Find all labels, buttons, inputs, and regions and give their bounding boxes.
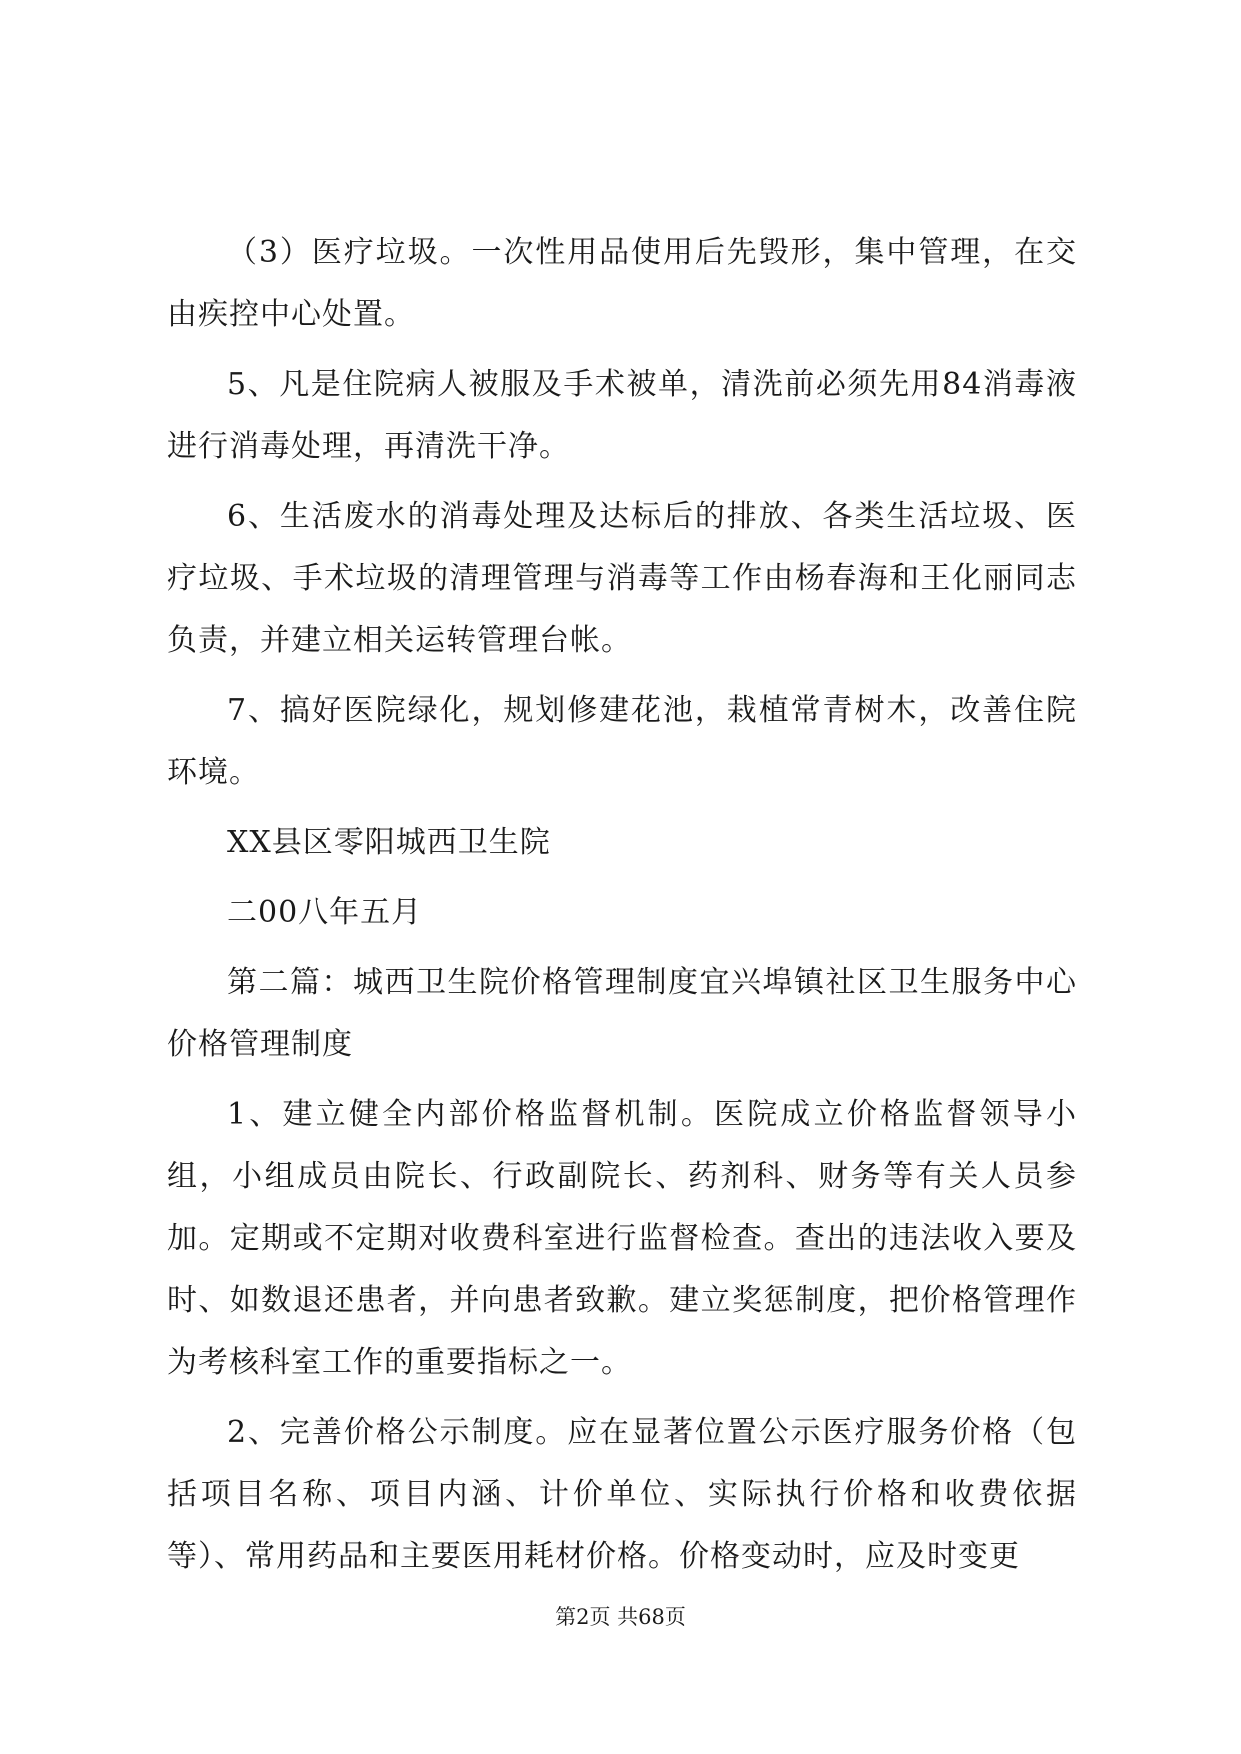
document-body <box>167 222 1077 1596</box>
signature-organization: XX县区零阳城西卫生院 <box>227 825 551 860</box>
section-title: 第二篇：城西卫生院价格管理制度宜兴埠镇社区卫生服务中心价格管理制度 <box>167 965 1077 1062</box>
paragraph-item-7: 7、搞好医院绿化，规划修建花池，栽植常青树木，改善住院环境。 <box>167 693 1077 790</box>
paragraph-medical-waste: （3）医疗垃圾。一次性用品使用后先毁形，集中管理，在交由疾控中心处置。 <box>167 235 1077 332</box>
paragraph-price-item-2: 2、完善价格公示制度。应在显著位置公示医疗服务价格（包括项目名称、项目内涵、计价单位、实际执行价格和收费依据等）、常用药品和主要医用耗材价格。价格变动时，应及时变更 <box>167 1415 1077 1574</box>
paragraph-item-6: 6、生活废水的消毒处理及达标后的排放、各类生活垃圾、医疗垃圾、手术垃圾的清理管理与消毒等工作由杨春海和王化丽同志负责，并建立相关运转管理台帐。 <box>167 499 1077 658</box>
paragraph-price-item-1: 1、建立健全内部价格监督机制。医院成立价格监督领导小组，小组成员由院长、行政副院长、药剂科、财务等有关人员参加。定期或不定期对收费科室进行监督检查。查出的违法收入要及时、如数退还患者，并向患者致歉。建立奖惩制度，把价格管理作为考核科室工作的重要指标之一。 <box>167 1097 1077 1380</box>
signature-date: 二00八年五月 <box>227 895 423 930</box>
paragraph-item-5: 5、凡是住院病人被服及手术被单，清洗前必须先用84消毒液进行消毒处理，再清洗干净。 <box>167 367 1077 464</box>
page-footer: 第2页 共68页 <box>555 1605 686 1629</box>
